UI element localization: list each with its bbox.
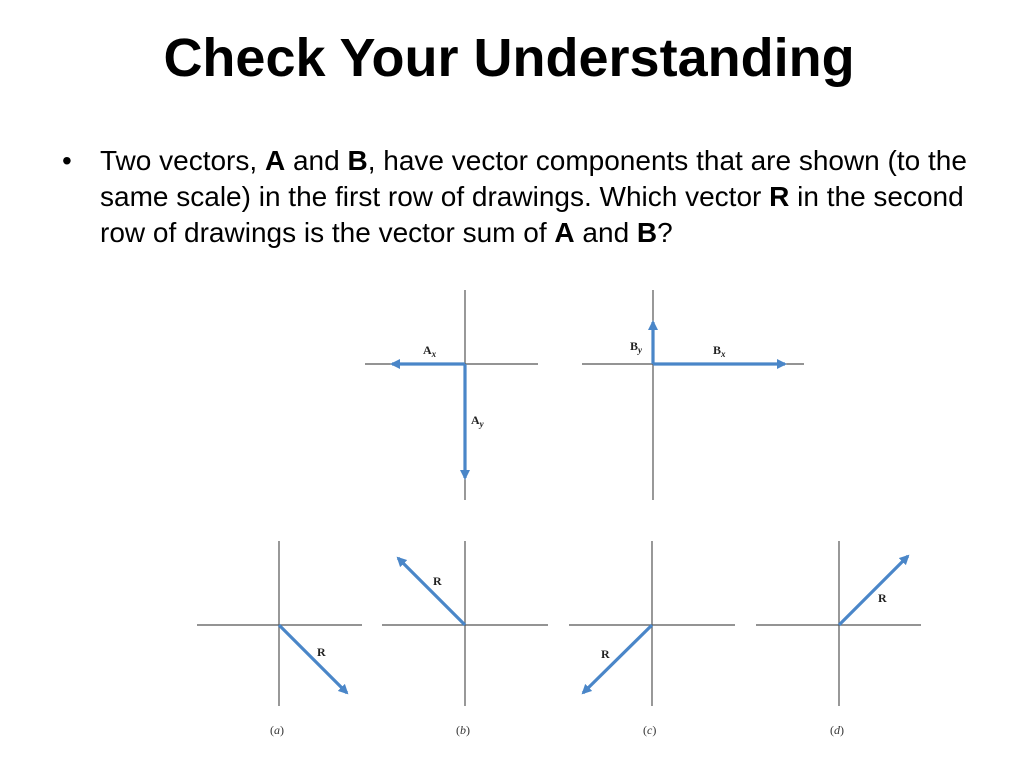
option-a-panel: [197, 541, 362, 737]
ax-label: Ax: [423, 343, 437, 359]
option-a-resultant-arrow: [279, 625, 347, 693]
option-d-resultant-arrow: [839, 556, 908, 625]
question-text-segment: ?: [657, 217, 673, 248]
bx-label: Bx: [713, 343, 726, 359]
option-b-r-label: R: [433, 574, 442, 588]
bullet-marker: •: [62, 145, 72, 176]
option-d-panel: [756, 541, 921, 737]
option-c-panel: [569, 541, 735, 737]
bold-vector-symbol: B: [347, 145, 368, 176]
option-a-caption: (a): [270, 723, 284, 737]
ay-label: Ay: [471, 413, 484, 429]
question-text-segment: and: [574, 217, 637, 248]
option-b-caption: (b): [456, 723, 470, 737]
by-label: By: [630, 339, 643, 355]
option-c-resultant-arrow: [583, 625, 652, 693]
vector-a-components-panel: [365, 290, 538, 500]
option-d-r-label: R: [878, 591, 887, 605]
option-a-r-label: R: [317, 645, 326, 659]
option-c-r-label: R: [601, 647, 610, 661]
option-d-caption: (d): [830, 723, 844, 737]
question-text-segment: and: [285, 145, 348, 176]
option-b-resultant-arrow: [398, 558, 465, 625]
question-text-segment: , have vector components that are shown (to the same scale) in the first row of drawings. Which vector: [100, 145, 967, 212]
bold-vector-symbol: B: [636, 217, 658, 248]
slide-title: Check Your Understanding: [163, 28, 855, 88]
bold-vector-symbol: R: [769, 181, 790, 212]
bold-vector-symbol: A: [264, 145, 286, 176]
option-c-caption: (c): [643, 723, 657, 737]
vector-b-components-panel: [582, 290, 804, 500]
option-b-panel: [382, 541, 548, 737]
bold-vector-symbol: A: [554, 217, 575, 248]
question-text-segment: in the second row of drawings is the vector sum of: [100, 181, 964, 248]
question-text-segment: Two vectors,: [100, 145, 265, 176]
